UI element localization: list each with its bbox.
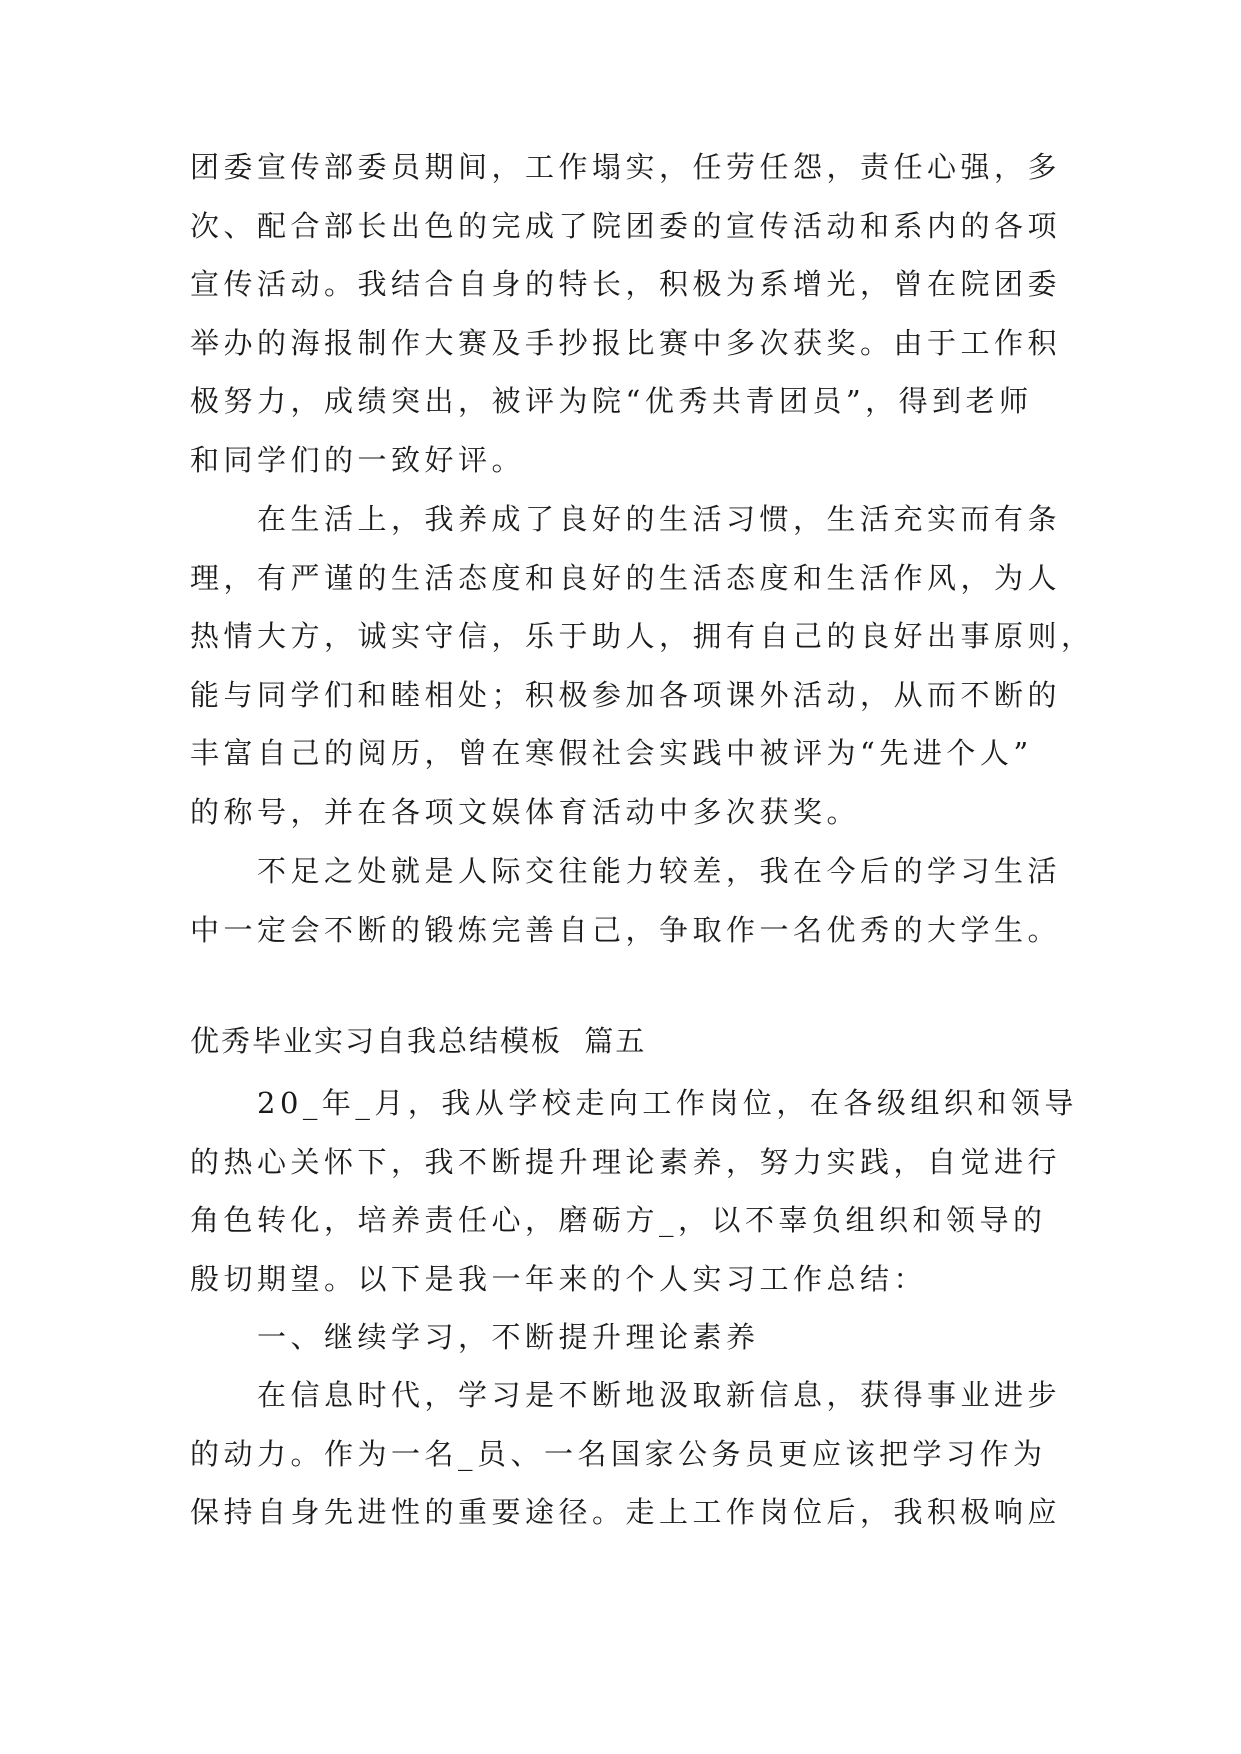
text-line: 团委宣传部委员期间，工作塌实，任劳任怨，责任心强，多 (190, 150, 1062, 184)
paragraph-life (190, 490, 1095, 841)
text-line: 一、继续学习，不断提升理论素养 (190, 1320, 760, 1354)
text-line: 热情大方，诚实守信，乐于助人，拥有自己的良好出事原则， (190, 619, 1095, 653)
text-line: 和同学们的一致好评。 (190, 442, 526, 477)
text-line: 的称号，并在各项文娱体育活动中多次获奖。 (190, 794, 861, 829)
text-line: 次、配合部长出色的完成了院团委的宣传活动和系内的各项 (190, 208, 1062, 243)
text-line: 角色转化，培养责任心，磨砺方_，以不辜负组织和领导的 (190, 1203, 1047, 1237)
paragraph-shortcomings (190, 842, 1070, 959)
text-line: 20_年_月，我从学校走向工作岗位，在各级组织和领导 (190, 1086, 1078, 1120)
section-heading: 优秀毕业实习自我总结模板 篇五 (190, 1024, 647, 1058)
text-line: 举办的海报制作大赛及手抄报比赛中多次获奖。由于工作积 (190, 325, 1062, 360)
text-line: 保持自身先进性的重要途径。走上工作岗位后，我积极响应 (190, 1495, 1062, 1529)
subheading-continue-learning (190, 1308, 1070, 1367)
paragraph-information-age (190, 1366, 1070, 1542)
text-line: 不足之处就是人际交往能力较差，我在今后的学习生活 (190, 854, 1062, 888)
paragraph-work-summary (190, 138, 1070, 489)
text-line: 宣传活动。我结合自身的特长，积极为系增光，曾在院团委 (190, 267, 1062, 301)
text-line: 理，有严谨的生活态度和良好的生活态度和生活作风，为人 (190, 560, 1062, 595)
text-line: 能与同学们和睦相处；积极参加各项课外活动，从而不断的 (190, 677, 1062, 712)
text-line: 中一定会不断的锻炼完善自己，争取作一名优秀的大学生。 (190, 912, 1062, 947)
text-line: 丰富自己的阅历，曾在寒假社会实践中被评为“先进个人” (190, 736, 1033, 770)
paragraph-intro (190, 1074, 1078, 1308)
text-line: 在生活上，我养成了良好的生活习惯，生活充实而有条 (190, 502, 1062, 536)
text-line: 的动力。作为一名_员、一名国家公务员更应该把学习作为 (190, 1436, 1047, 1471)
text-line: 的热心关怀下，我不断提升理论素养，努力实践，自觉进行 (190, 1144, 1062, 1179)
text-line: 殷切期望。以下是我一年来的个人实习工作总结： (190, 1261, 928, 1296)
text-line: 极努力，成绩突出，被评为院“优秀共青团员”，得到老师 (190, 384, 1033, 418)
text-line: 在信息时代，学习是不断地汲取新信息，获得事业进步 (190, 1378, 1062, 1412)
